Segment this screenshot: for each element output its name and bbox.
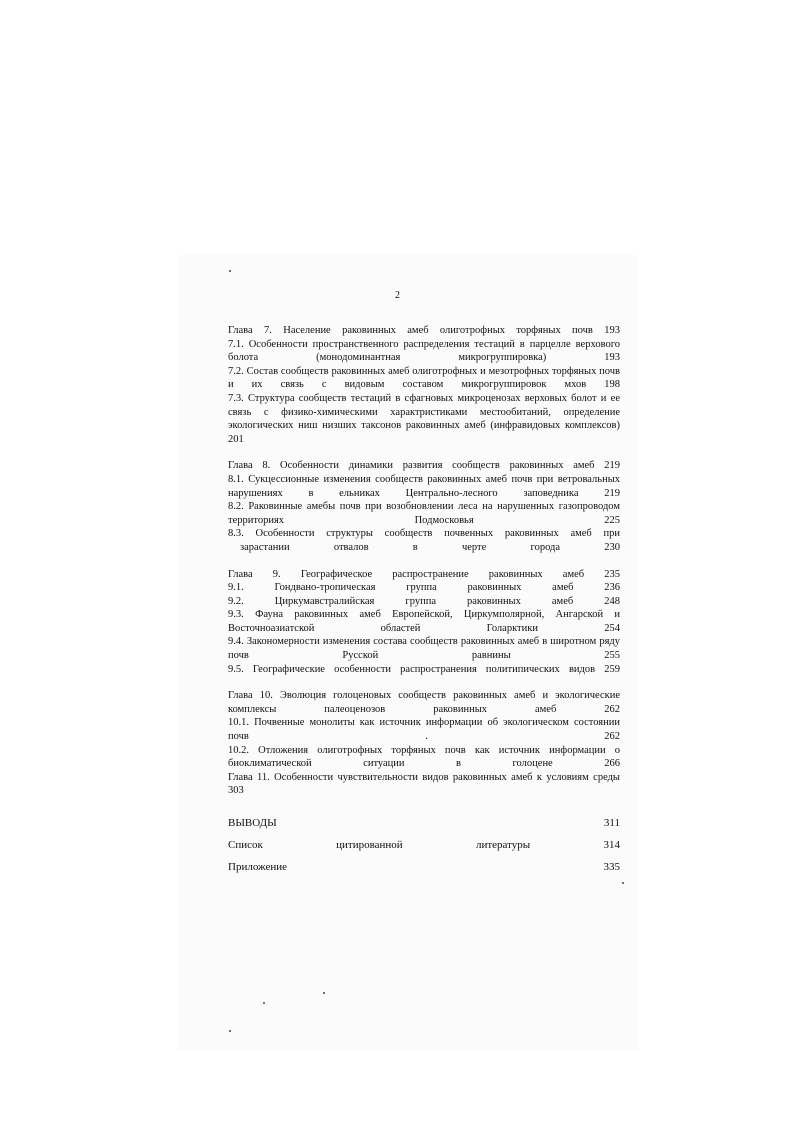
toc-section-8-3-cont: зарастании отвалов в черте города 230 [240,541,620,553]
table-of-contents [228,324,620,882]
toc-section-9-2: 9.2. Циркумавстралийская группа раковинных амеб 248 [228,595,620,607]
toc-chapter-9: Глава 9. Географическое распространение раковинных амеб 235 [228,568,620,580]
toc-chapter-10: Глава 10. Эволюция голоценовых сообществ раковинных амеб и экологические комплексы палеоценозов раковинных амеб 262 [228,690,620,715]
scan-speck [229,270,231,272]
scan-speck [323,992,325,994]
toc-appendix: Приложение 335 [228,861,620,873]
toc-section-8-2: 8.2. Раковинные амебы почв при возобновлении леса на нарушенных газопроводом территориях Подмосковья 225 [228,501,620,526]
toc-section-9-1: 9.1. Гондвано-тропическая группа раковинных амеб 236 [228,582,620,594]
toc-conclusions: ВЫВОДЫ 311 [228,817,620,829]
toc-section-9-5: 9.5. Географические особенности распространения политипических видов 259 [228,663,620,675]
scan-speck [622,882,624,884]
toc-section-10-2: 10.2. Отложения олиготрофных торфяных почв как источник информации о биоклиматической ситуации в голоцене 266 [228,744,620,770]
toc-references: Список цитированной литературы 314 [228,839,620,851]
toc-section-10-1: 10.1. Почвенные монолиты как источник информации об экологическом состоянии почв . 262 [228,717,620,743]
scan-speck [229,1030,231,1032]
toc-section-7-3: 7.3. Структура сообществ тестаций в сфагновых микроценозах верховых болот и ее связь с физико-химическими характристиками местообитаний, определение экологических ниш низших таксонов раковинных амеб (инфравидовых комплексов) 201 [228,392,620,445]
toc-section-9-4: 9.4. Закономерности изменения состава сообществ раковинных амеб в широтном ряду почв Русской равнины 255 [228,636,620,662]
toc-chapter-7: Глава 7. Население раковинных амеб олиготрофных торфяных почв 193 [228,325,620,336]
toc-section-7-2: 7.2. Состав сообществ раковинных амеб олиготрофных и мезотрофных торфяных почв и их связь с видовым составом микрогруппировок мхов 198 [228,365,620,391]
toc-chapter-11: Глава 11. Особенности чувствительности видов раковинных амеб к условиям среды 303 [228,771,620,797]
toc-chapter-8: Глава 8. Особенности динамики развития сообществ раковинных амеб 219 [228,460,620,472]
toc-section-8-1: 8.1. Сукцессионные изменения сообществ раковинных амеб почв при ветровальных нарушениях в ельниках Центрально-лесного заповедника 219 [228,473,620,499]
toc-section-7-1: 7.1. Особенности пространственного распределения тестаций в парцелле верхового болота (монодоминантная микрогруппировка) 193 [228,338,620,364]
toc-section-9-3: 9.3. Фауна раковинных амеб Европейской, Циркумполярной, Ангарской и Восточноазиатской областей Голарктики 254 [228,609,620,634]
scan-speck [263,1002,265,1004]
toc-section-8-3: 8.3. Особенности структуры сообществ почвенных раковинных амеб при [228,528,620,540]
page-number: 2 [395,290,400,301]
